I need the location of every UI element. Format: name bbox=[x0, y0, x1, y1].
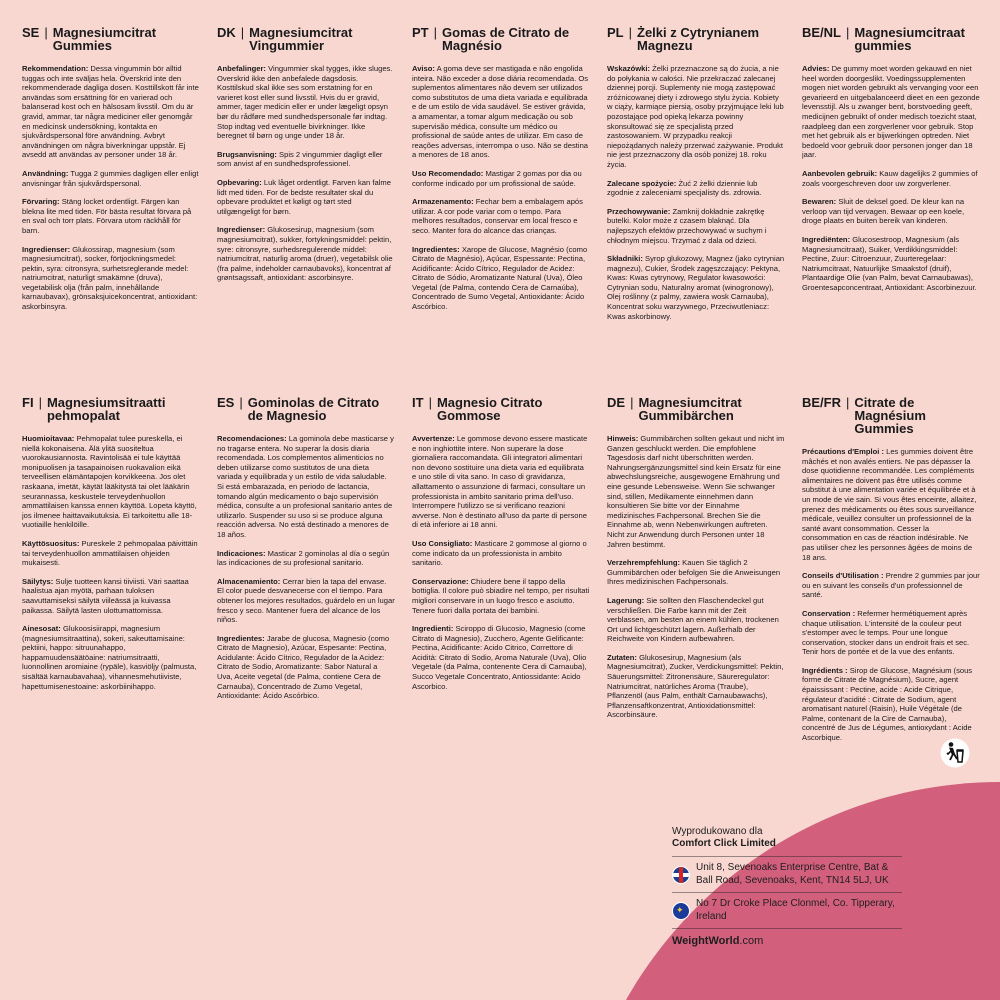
section-text: Cerrar bien la tapa del envase. El color puede desvanecerse con el tiempo. Para obtener los mejores resultados, guárdelo en un lugar fresco y seco. Mantener fuera del alcance de los niños. bbox=[217, 576, 395, 625]
header-divider: | bbox=[628, 26, 633, 40]
header-divider: | bbox=[630, 396, 634, 410]
section-label: Ingredienser: bbox=[217, 225, 266, 235]
section-label: Anbefalinger: bbox=[217, 64, 266, 73]
section-label: Recomendaciones: bbox=[217, 434, 287, 443]
label-section bbox=[607, 64, 785, 170]
label-section bbox=[217, 64, 395, 141]
label-section bbox=[217, 577, 395, 625]
section-text: Stäng locket ordentligt. Färgen kan blekna lite med tiden. För bästa resultat förvara på en sval och torr plats. Förvara utom räckhåll för barn. bbox=[22, 197, 192, 235]
product-title: Gominolas de Citrato de Magnesio bbox=[247, 396, 380, 423]
section-label: Verzehrempfehlung: bbox=[607, 558, 680, 568]
section-text: Żelki przeznaczone są do żucia, a nie do połykania w całości. Nie przekraczać zalecanej dziennej porcji. Suplementy nie mogą zastępować zróżnicowanej diety i zdrowego stylu życia. Kobiety w ciąży, karmiące piersią, osoby przyjmujące leki lub pozostające pod opieką lekarza powinny skonsultować się ze specjalistą przed zastosowaniem. W przypadku reakcji niepożądanych należy przerwać zażywanie. Produkt nie jest przeznaczony dla osób poniżej 18. roku życia. bbox=[607, 64, 784, 169]
label-text-grid bbox=[22, 26, 982, 766]
label-section bbox=[22, 577, 200, 615]
header-divider: | bbox=[433, 26, 438, 40]
section-text: Gummibärchen sollten gekaut und nicht im Ganzen geschluckt werden. Die empfohlene Tagesdosis darf nicht überschritten werden. Nahrungsergänzungsmittel sind kein Ersatz für eine abwechslungsreiche, ausgewogene Ernährung und eine gesunde Lebensweise. Wenn Sie schwanger sind, stillen, Medikamente einnehmen dann konsultieren Sie bitte vor der Einnahme medizinisches Fachpersonal. Brechen Sie die Einnahme ab, wenn Nebenwirkungen auftreten. Nicht zur Anwendung durch Personen unter 18 Jahren bestimmt. bbox=[607, 434, 785, 549]
label-section bbox=[412, 169, 590, 188]
language-column-de bbox=[607, 396, 785, 766]
section-text: Fechar bem a embalagem após utilizar. A cor pode variar com o tempo. Para melhores resultados, conservar em local fresco e seco. Manter fora do alcance das crianças. bbox=[412, 197, 583, 235]
language-column-se bbox=[22, 26, 200, 396]
section-label: Almacenamiento: bbox=[217, 576, 281, 586]
section-label: Aanbevolen gebruik: bbox=[802, 168, 878, 178]
website bbox=[672, 935, 902, 947]
section-text: Sluit de deksel goed. De kleur kan na verloop van tijd vervagen. Bewaar op een koele, droge plaats en buiten bereik van kinderen. bbox=[802, 197, 965, 226]
section-text: Dessa vingummin bör alltid tuggas och inte sväljas hela. Överskrid inte den rekommenderade dagliga dosen. Kosttillskott får inte användas som ersättning för en varierad och balanserad kost och en hälsosam livsstil. Om du är gravid, ammar, tar några mediciner eller genomgår en medicinsk undersökning, kontakta en sjukvårdspersonal före användning. Avbryt användningen om några biverkningar uppstår. Ej avsedd att användas av personer under 18 år. bbox=[22, 64, 199, 160]
column-header bbox=[412, 396, 590, 422]
section-text: Sie sollten den Flaschendeckel gut verschließen. Die Farbe kann mit der Zeit verblassen, am besten an einem kühlen, trockenen Ort und lichtgeschützt lagern. Außerhalb der Reichweite von Kindern aufbewahren. bbox=[607, 595, 779, 644]
language-code: IT bbox=[412, 396, 424, 410]
section-label: Zutaten: bbox=[607, 652, 637, 662]
label-section bbox=[607, 207, 785, 245]
language-column-dk bbox=[217, 26, 395, 396]
section-label: Lagerung: bbox=[607, 595, 645, 605]
language-column-be-nl bbox=[802, 26, 980, 396]
label-section bbox=[802, 197, 980, 226]
section-text: Chiudere bene il tappo della bottiglia. Il colore può sbiadire nel tempo, per risultati migliori conservare in un luogo fresco e asciutto. Tenere fuori dalla portata dei bambini. bbox=[412, 576, 590, 615]
section-label: Składniki: bbox=[607, 254, 643, 264]
section-label: Brugsanvisning: bbox=[217, 149, 277, 159]
section-text: Zamknij dokładnie zakrętkę butelki. Kolor może z czasem blaknąć. Dla najlepszych efektów przechowywać w suchym i chłodnym miejscu. Trzymać z dala od dzieci. bbox=[607, 206, 767, 245]
column-header bbox=[22, 396, 200, 422]
language-column-pt bbox=[412, 26, 590, 396]
product-title: Magnesiumcitrat Gummibärchen bbox=[638, 396, 742, 423]
column-header bbox=[217, 26, 395, 52]
label-section bbox=[412, 434, 590, 530]
language-column-es bbox=[217, 396, 395, 766]
section-text: Pehmopalat tulee pureskella, ei niellä kokonaisena. Älä ylitä suositeltua vuorokausiannosta. Ravintolisää ei tule käyttää monipuolisen ja tasapainoisen ruokavalion eikä terveellisen elämäntapojen korvikkeena. Jos olet raskaana, imetät, käytät lääkitystä tai olet lääkärin seurannassa, keskustele terveydenhuollon ammattilaisen kanssa ennen käyttöä. Lopeta käyttö, jos ilmenee haittavaikutuksia. Ei tarkoitettu alle 18-vuotiaille henkilöille. bbox=[22, 434, 197, 530]
section-text: Vingummier skal tygges, ikke sluges. Overskrid ikke den anbefalede dagsdosis. Kosttilskud skal ikke ses som erstatning for en varieret kost eller sund livsstil. Hvis du er gravid, ammer, tager medicin eller er under lægeligt opsyn bør du rådføre med sundhedspersonale før indtag. Stop indtag ved eventuelle bivirkninger. Ikke beregnet til børn og unge under 18 år. bbox=[217, 64, 393, 141]
label-section bbox=[802, 447, 980, 562]
uk-flag-icon bbox=[672, 866, 690, 884]
language-column-be-fr bbox=[802, 396, 980, 766]
header-divider: | bbox=[38, 396, 42, 410]
section-text: De gummy moet worden gekauwd en niet heel worden doorgeslikt. Voedingssupplementen mogen niet worden gebruikt als vervanging voor een gevarieerd en uitgebalanceerd dieet en een gezonde levensstijl. Als u zwanger bent, borstvoeding geeft, medicijnen gebruikt of onder medisch toezicht staat, raadpleeg dan een zorgverlener voor gebruik. Stop met het gebruik als er bijwerkingen optreden. Niet bedoeld voor gebruik door personen jonger dan 18 jaar. bbox=[802, 64, 980, 160]
uk-address: Unit 8, Sevenoaks Enterprise Centre, Bat & Ball Road, Sevenoaks, Kent, TN14 5LJ, UK bbox=[696, 862, 889, 886]
language-column-pl bbox=[607, 26, 785, 396]
header-divider: | bbox=[428, 396, 432, 410]
column-header bbox=[412, 26, 590, 52]
label-section bbox=[22, 245, 200, 312]
company-name: Comfort Click Limited bbox=[672, 838, 776, 849]
section-label: Rekommendation: bbox=[22, 64, 89, 73]
label-section bbox=[412, 624, 590, 691]
section-text: Glukosesirup, magnesium (som magnesiumcitrat), sukker, fortykningsmiddel: pektin, syre: citronsyre, surhedsregulerende middel: natriumcitrat, naturlig aroma (druer), vegetabilsk olie (fra palme, indeholder carnaubavoks), koncentrat af grøntsagssaft, antioxidant: ascorbinsyre. bbox=[217, 225, 393, 283]
label-section bbox=[217, 634, 395, 701]
header-divider: | bbox=[239, 396, 243, 410]
header-divider: | bbox=[846, 26, 850, 40]
section-text: Tugga 2 gummies dagligen eller enligt anvisningar från sjukvårdspersonal. bbox=[22, 168, 199, 188]
label-section bbox=[607, 434, 785, 549]
language-code: ES bbox=[217, 396, 235, 410]
label-section bbox=[802, 609, 980, 657]
manufacturer-block bbox=[672, 826, 902, 947]
language-code: SE bbox=[22, 26, 40, 40]
section-label: Användning: bbox=[22, 168, 69, 178]
label-section bbox=[22, 539, 200, 568]
section-text: A goma deve ser mastigada e não engolida inteira. Não exceder a dose diária recomendada. Os suplementos alimentares não devem ser utilizados como substitutos de uma dieta variada e equilibrada e de um estilo de vida saudável. Se estiver grávida, a amamentar, a tomar algum medicação ou sob supervisão médica, consulte um médico ou profissional de saúde antes de utilizar. Em caso de reações adversas, interrompa o uso. Não se destina a menores de 18 anos. bbox=[412, 64, 589, 160]
label-section bbox=[802, 169, 980, 188]
section-label: Armazenamento: bbox=[412, 197, 474, 207]
section-label: Conservazione: bbox=[412, 576, 469, 586]
section-text: Le gommose devono essere masticate e non inghiottite intere. Non superare la dose giornaliera raccomandata. Gli integratori alimentari non devono sostituire una dieta varia ed equilibrata e uno stile di vita sano. In caso di gravidanza, allattamento o assunzione di farmaci, consultare un professionista in ambito sanitario prima dell'uso. Interrompere l'utilizzo se si verificano reazioni avverse. Non è destinato all'uso da parte di persone di età inferiore ai 18 anni. bbox=[412, 434, 588, 530]
section-text: Refermer hermétiquement après chaque utilisation. L'intensité de la couleur peut s'estomper avec le temps. Pour une longue conservation, stocker dans un endroit frais et sec. Tenir hors de portée et de la vue des enfants. bbox=[802, 608, 970, 657]
label-section bbox=[22, 64, 200, 160]
section-text: Xarope de Glucose, Magnésio (como Citrato de Magnésio), Açúcar, Espessante: Pectina, Acidificante: Ácido Cítrico, Regulador de Acidez: Citrato de Sódio, Aromatizante Natural (Uva), Óleo Vegetal (de Palma, contendo Cera de Carnaúba), Concentrado de Sumo Vegetal, Antioxidante: Ácido Ascórbico. bbox=[412, 244, 588, 312]
section-text: Luk låget ordentligt. Farven kan falme lidt med tiden. For de bedste resultater skal du opbevare produktet et køligt og tørt sted utilgængeligt for børn. bbox=[217, 177, 391, 216]
product-title: Magnesio Citrato Gommose bbox=[436, 396, 543, 423]
section-label: Avvertenze: bbox=[412, 434, 455, 443]
label-section bbox=[22, 169, 200, 188]
section-text: Kauen Sie täglich 2 Gummibärchen oder befolgen Sie die Anweisungen Ihres medizinischen Fachpersonals. bbox=[607, 558, 781, 587]
ie-address: No 7 Dr Croke Place Clonmel, Co. Tipperary, Ireland bbox=[696, 898, 895, 922]
label-section bbox=[412, 64, 590, 160]
label-section bbox=[217, 150, 395, 169]
language-code: DK bbox=[217, 26, 236, 40]
label-section bbox=[607, 179, 785, 198]
section-label: Ingredienser: bbox=[22, 244, 71, 254]
section-text: La gominola debe masticarse y no tragarse entera. No superar la dosis diaria recomendada. Los complementos alimenticios no deben utilizarse como sustitutos de una dieta variada y equilibrada y un estilo de vida saludable. Si está embarazada, en periodo de lactancia, tomando algún medicamento o bajo supervisión médica, consulte a un profesional sanitario antes de utilizarlo. Suspender su uso si se produce alguna reacción adversa. No está destinado a menores de 18 años. bbox=[217, 434, 394, 539]
section-text: Jarabe de glucosa, Magnesio (como Citrato de Magnesio), Azúcar, Espesante: Pectina, Acidulante: Ácido Cítrico, Regulador de la Acidez: Citrato de Sodio, Aromatizante: Sabor Natural a Uva, Aceite vegetal (de Palma, contiene Cera de Carnauba), Concentrado de Zumo Vegetal, Antioxidante: Ácido Ascórbico. bbox=[217, 633, 390, 701]
label-section bbox=[802, 571, 980, 600]
section-label: Huomioitavaa: bbox=[22, 434, 75, 443]
language-code: BE/FR bbox=[802, 396, 841, 410]
column-header bbox=[607, 26, 785, 52]
ie-address-row bbox=[672, 892, 902, 929]
column-header bbox=[607, 396, 785, 422]
label-section bbox=[607, 254, 785, 321]
label-section bbox=[412, 577, 590, 615]
column-header bbox=[217, 396, 395, 422]
section-label: Ingredienti: bbox=[412, 624, 454, 634]
column-header bbox=[802, 26, 980, 52]
section-label: Uso Consigliato: bbox=[412, 538, 473, 548]
section-text: Sirop de Glucose, Magnésium (sous forme de Citrate de Magnésium), Sucre, agent épaississant : Pectine, acide : Acide Citrique, régulateur d'acidité : Citrate de Sodium, agent aromatisant naturel (Raisin), Huile Végétale (de Palme, contenant de la Cire de Carnauba), concentré de Jus de Légumes, antioxydant : Acide Ascorbique. bbox=[802, 665, 973, 743]
label-section bbox=[607, 653, 785, 720]
language-column-it bbox=[412, 396, 590, 766]
language-code: FI bbox=[22, 396, 34, 410]
section-text: Pureskele 2 pehmopalaa päivittäin tai terveydenhuollon ammattilaisen ohjeiden mukaisesti. bbox=[22, 538, 198, 568]
section-text: Glukoosisiirappi, magnesium (magnesiumsitraattina), sokeri, sakeuttamisaine: pektiini, happo: sitruunahappo, happamuudensäätöaine: natriumsitraatti, luonnollinen aromiaine (rypäle), kasviöljy (palmusta, sisältää karnaubavahaa), vihannesmehutiiviste, hapettumisenestoaine: askorbiinihappo. bbox=[22, 624, 197, 691]
section-label: Zalecane spożycie: bbox=[607, 178, 677, 188]
website-suffix: .com bbox=[739, 935, 764, 947]
section-text: Masticare 2 gommose al giorno o come indicato da un professionista in ambito sanitario. bbox=[412, 538, 587, 568]
section-label: Indicaciones: bbox=[217, 548, 266, 558]
product-title: Magnesiumsitraatti pehmopalat bbox=[46, 396, 166, 423]
label-section bbox=[412, 539, 590, 568]
product-title: Żelki z Cytrynianem Magnezu bbox=[637, 26, 760, 53]
section-text: Mastigar 2 gomas por dia ou conforme indicado por um profissional de saúde. bbox=[412, 168, 582, 188]
section-label: Conservation : bbox=[802, 608, 856, 618]
section-label: Ingredientes: bbox=[412, 244, 460, 254]
label-section bbox=[22, 197, 200, 235]
section-label: Opbevaring: bbox=[217, 177, 262, 187]
label-section bbox=[802, 64, 980, 160]
section-text: Syrop glukozowy, Magnez (jako cytrynian magnezu), Cukier, Środek zagęszczający: Pektyna, Kwas: Kwas cytrynowy, Regulator kwasowości: Cytrynian sodu, Naturalny aromat (winogronowy), Olej roślinny (z palmy, zawiera wosk Carnauba), Koncentrat soku warzywnego, Przeciwutleniacz: Kwas askorbinowy. bbox=[607, 254, 785, 321]
manufactured-for-label: Wyprodukowano dla bbox=[672, 826, 763, 837]
section-text: Spis 2 vingummier dagligt eller som anvist af en sundhedsprofessionel. bbox=[217, 149, 383, 169]
product-title: Magnesiumcitrat Vingummier bbox=[249, 26, 353, 53]
section-label: Wskazówki: bbox=[607, 64, 651, 73]
section-text: Sulje tuotteen kansi tiiviisti. Väri saattaa haalistua ajan myötä, parhaan tuloksen saavuttamiseksi säilytä viileässä ja kuivassa paikassa. Säilytä lasten ulottumattomissa. bbox=[22, 576, 189, 615]
column-header bbox=[22, 26, 200, 52]
label-section bbox=[217, 434, 395, 540]
label-section bbox=[607, 596, 785, 644]
section-label: Aviso: bbox=[412, 64, 435, 73]
header-divider: | bbox=[240, 26, 245, 40]
label-section bbox=[217, 225, 395, 283]
label-section bbox=[607, 558, 785, 587]
section-label: Ainesosat: bbox=[22, 624, 61, 634]
language-column-fi bbox=[22, 396, 200, 766]
section-text: Les gummies doivent être mâchés et non avalés entiers. Ne pas dépasser la dose quotidienne recommandée. Les compléments alimentaires ne doivent pas être utilisés comme substitut à une alimentation variée et équilibrée et à un mode de vie sain. Si vous êtes enceinte, allaitez, prenez des médicaments ou êtes sous surveillance médicale, veuillez consulter un professionnel de la santé avant consommation. Cesser la consommation en cas de réaction indésirable. Ne pas utiliser chez les personnes âgées de moins de 18 ans. bbox=[802, 447, 977, 562]
section-label: Käyttösuositus: bbox=[22, 538, 80, 548]
label-section bbox=[412, 197, 590, 235]
section-label: Förvaring: bbox=[22, 197, 60, 207]
section-label: Przechowywanie: bbox=[607, 206, 671, 216]
section-label: Ingredientes: bbox=[217, 633, 265, 643]
section-text: Sciroppo di Glucosio, Magnesio (come Citrato di Magnesio), Zucchero, Agente Gelificante: Pectina, Acidificante: Acido Citrico, Correttore di Acidità: Citrato di Sodio, Aroma Naturale (Uva), Olio Vegetale (da Palma, contenente Cera di Carnauba), Succo Vegetale Concentrato, Antiossidante: Acido Ascorbico. bbox=[412, 624, 587, 691]
header-divider: | bbox=[44, 26, 48, 40]
section-text: Kauw dagelijks 2 gummies of zoals voorgeschreven door uw zorgverlener. bbox=[802, 168, 978, 188]
section-text: Glukosesirup, Magnesium (als Magnesiumcitrat), Zucker, Verdickungsmittel: Pektin, Säuerungsmittel: Zitronensäure, Säureregulator: Natriumcitrat, natürliches Aroma (Traube), Pflanzenöl (aus Palm, enthält Carnaubawachs), Pflanzensaftkonzentrat, Antioxidationsmittel: Ascorbinsäure. bbox=[607, 652, 784, 720]
language-code: DE bbox=[607, 396, 626, 410]
website-bold: WeightWorld bbox=[672, 935, 740, 947]
uk-address-row bbox=[672, 856, 902, 892]
label-section bbox=[802, 235, 980, 293]
recycle-bin-icon bbox=[940, 738, 970, 768]
section-label: Ingrédients : bbox=[802, 665, 848, 675]
section-text: Glukossirap, magnesium (som magnesiumcitrat), socker, förtjockningsmedel: pektin, syra: citronsyra, surhetsreglerande medel: natriumcitrat, naturligt smakämne (druva), vegetabilisk olja (från palm, innehållande karnaubavax), grönsaksjuicekoncentrat, antioxidant: askorbinsyra. bbox=[22, 244, 198, 312]
label-section bbox=[217, 178, 395, 216]
product-title: Citrate de Magnésium Gummies bbox=[854, 396, 926, 436]
section-label: Advies: bbox=[802, 64, 830, 73]
label-section bbox=[217, 549, 395, 568]
section-text: Glucosestroop, Magnesium (als Magnesiumcitraat), Suiker, Verdikkingsmiddel: Pectine, Zuur: Citroenzuur, Zuurteregelaar: Natriumcitraat, Natuurlijke Smaakstof (druif), Plantaardige Olie (van Palm, bevat Carnaubawas), Groentesapconcentraat, Antioxidant: Ascorbinezuur. bbox=[802, 234, 977, 292]
section-label: Ingrediënten: bbox=[802, 234, 851, 244]
label-section bbox=[22, 434, 200, 530]
section-text: Prendre 2 gummies par jour ou en suivant les conseils d'un professionnel de santé. bbox=[802, 571, 980, 600]
product-title: Gomas de Citrato de Magnésio bbox=[442, 26, 570, 53]
language-code: PL bbox=[607, 26, 624, 40]
section-text: Żuć 2 żelki dziennie lub zgodnie z zaleceniami specjalisty ds. zdrowia. bbox=[607, 178, 762, 198]
header-divider: | bbox=[846, 396, 850, 410]
language-code: PT bbox=[412, 26, 429, 40]
label-section bbox=[22, 624, 200, 691]
label-section bbox=[802, 666, 980, 743]
product-title: Magnesiumcitraat gummies bbox=[854, 26, 965, 53]
product-title: Magnesiumcitrat Gummies bbox=[52, 26, 157, 53]
section-label: Hinweis: bbox=[607, 434, 639, 443]
section-label: Conseils d'Utilisation : bbox=[802, 571, 884, 581]
section-label: Säilytys: bbox=[22, 576, 54, 586]
column-header bbox=[802, 396, 980, 435]
section-label: Bewaren: bbox=[802, 197, 837, 207]
section-text: Masticar 2 gominolas al día o según las indicaciones de su profesional sanitario. bbox=[217, 548, 390, 568]
label-section bbox=[412, 245, 590, 312]
eu-flag-icon bbox=[672, 902, 690, 920]
section-label: Uso Recomendado: bbox=[412, 168, 484, 178]
language-code: BE/NL bbox=[802, 26, 841, 40]
section-label: Précautions d'Emploi : bbox=[802, 447, 884, 456]
